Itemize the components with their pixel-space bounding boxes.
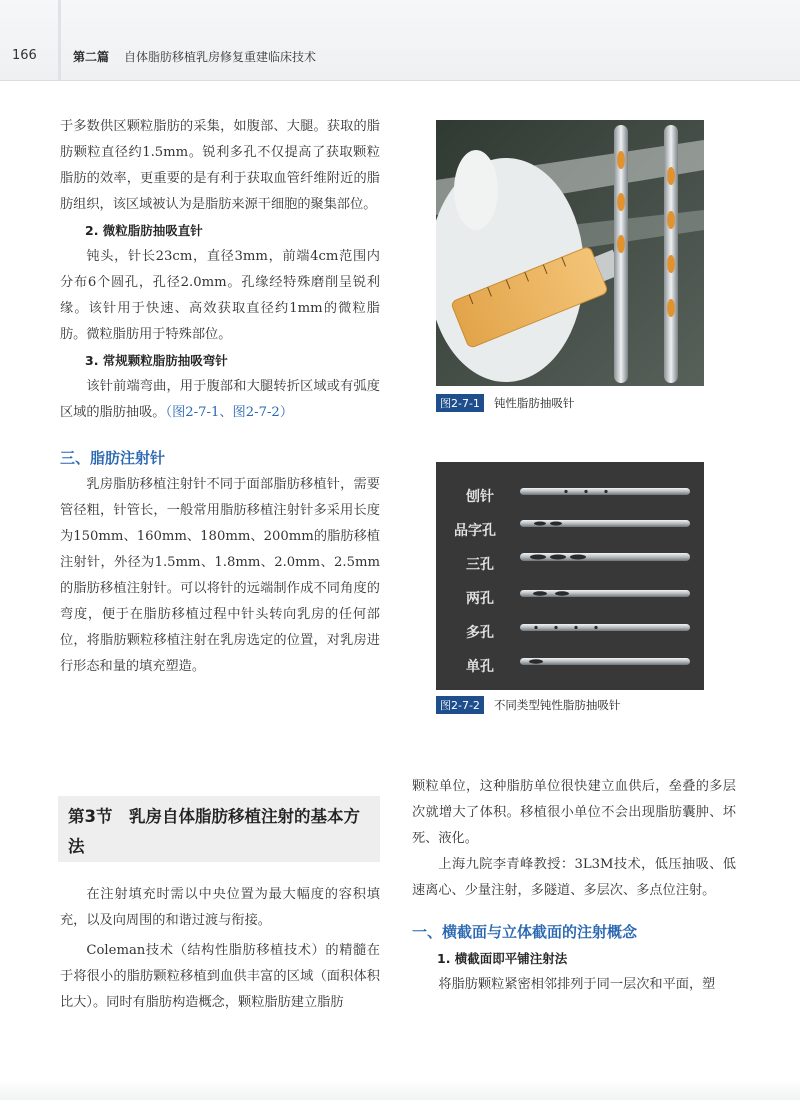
figure-2-7-1-photo [436,120,704,386]
cannula-photo-image [436,120,704,386]
left-column-bottom [60,882,380,1016]
left-column-top [60,114,380,680]
right-column-bottom [412,774,736,998]
needle-label: 多孔 [466,625,494,641]
paragraph: 颗粒单位，这种脂肪单位很快建立血供后，垒叠的多层次就增大了体积。移植很小单位不会出现脂肪囊肿、坏死、液化。 [412,779,736,846]
paragraph: 上海九院李青峰教授：3L3M技术，低压抽吸、低速离心、少量注射，多隧道、多层次、多点位注射。 [412,857,736,898]
section-title: 第3节 乳房自体脂肪移植注射的基本方法 [68,807,360,856]
paragraph: 钝头，针长23cm，直径3mm，前端4cm范围内分布6个圆孔，孔径2.0mm。孔缘经特殊磨削呈锐利缘。该针用于快速、高效获取直径约1mm的微粒脂肪。微粒脂肪用于特殊部位。 [60,249,380,342]
paragraph: 于多数供区颗粒脂肪的采集，如腹部、大腿。获取的脂肪颗粒直径约1.5mm。锐利多孔不仅提高了获取颗粒脂肪的效率，更重要的是有利于获取血管纤维附近的脂肪组织，该区域被认为是脂肪来源干细胞的聚集部位。 [60,119,380,212]
figure-reference: （图2-7-1、图2-7-2） [165,405,294,420]
paragraph: 将脂肪颗粒紧密相邻排列于同一层次和平面，塑 [438,977,716,992]
figure-2-7-2-photo [436,462,704,690]
subheading: 1. 横截面即平铺注射法 [437,951,568,966]
subheading: 3. 常规颗粒脂肪抽吸弯针 [85,353,228,368]
section-heading: 三、脂肪注射针 [60,449,166,467]
figure-label: 图2-7-2 [436,696,484,714]
subheading: 2. 微粒脂肪抽吸直针 [85,223,203,238]
page-header [0,0,800,81]
caption-text: 不同类型钝性脂肪抽吸针 [493,698,621,712]
section-title-box [58,796,380,862]
needle-label: 三孔 [466,557,494,573]
paragraph: Coleman技术（结构性脂肪移植技术）的精髓在于将很小的脂肪颗粒移植到血供丰富的区域（面积体积比大）。同时有脂肪构造概念，颗粒脂肪建立脂肪 [60,943,380,1010]
needle-label-list [450,480,520,684]
part-label: 第二篇 [73,50,110,64]
needle-label: 两孔 [466,591,494,607]
page-number: 166 [12,48,37,63]
running-title: 自体脂肪移植乳房修复重建临床技术 [124,50,317,64]
paragraph-text: 该针前端弯曲，用于腹部和大腿转折区域或有弧度区域的脂肪抽吸。 [60,379,380,420]
page-bottom-shade [0,1080,800,1100]
caption-text: 钝性脂肪抽吸针 [493,396,575,410]
needle-label: 单孔 [466,659,494,675]
figure-2-7-2-caption [436,696,620,714]
paragraph: 在注射填充时需以中央位置为最大幅度的容积填充，以及向周围的和谐过渡与衔接。 [60,887,380,928]
needle-label: 品字孔 [454,523,496,539]
paragraph [60,374,380,426]
paragraph: 乳房脂肪移植注射针不同于面部脂肪移植针，需要管径粗，针管长，一般常用脂肪移植注射针多采用长度为150mm、160mm、180mm、200mm的脂肪移植注射针，外径为1.5mm、1.8mm、2.0mm、2.5mm的脂肪移植注射针。可以将针的远端制作成不同角度的弯度，便于在脂肪移植过程中针头转向乳房的任何部位，将脂肪颗粒移植注射在乳房选定的位置，对乳房进行形态和量的填充塑造。 [60,477,380,674]
figure-2-7-1-caption [436,394,574,412]
needle-label: 刨针 [466,489,494,505]
figure-label: 图2-7-1 [436,394,484,412]
section-heading: 一、横截面与立体截面的注射概念 [412,923,638,941]
